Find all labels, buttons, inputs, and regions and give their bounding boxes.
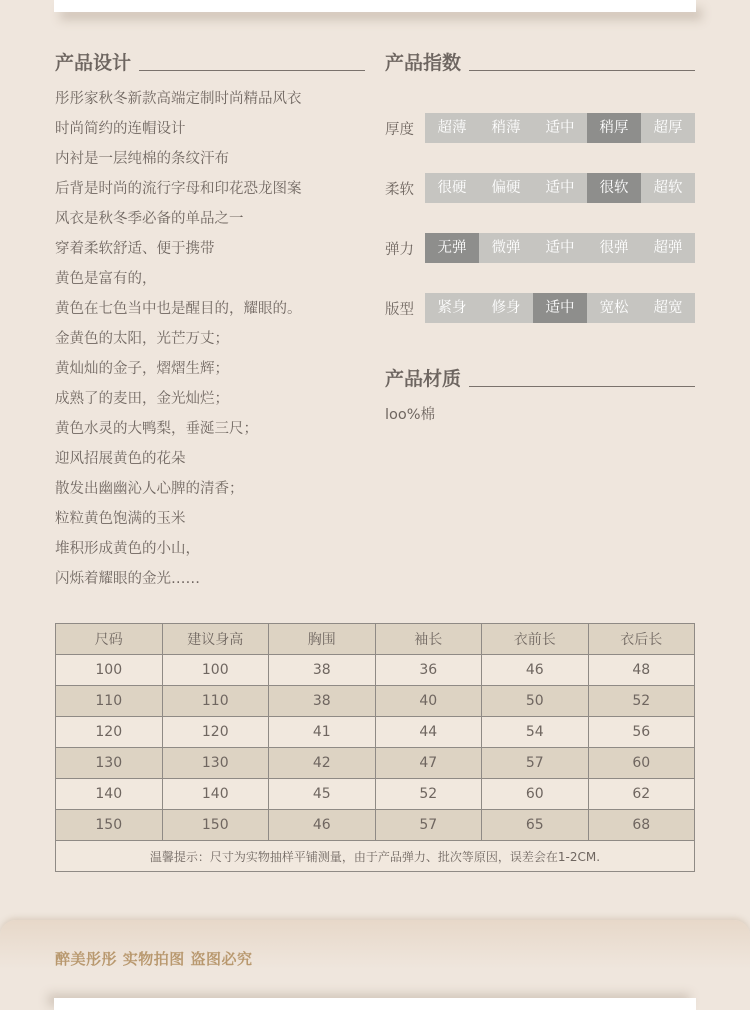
index-row xyxy=(385,113,695,143)
index-option: 修身 xyxy=(479,293,533,323)
table-header-cell: 衣前长 xyxy=(482,624,589,655)
table-cell: 38 xyxy=(269,655,376,686)
table-cell: 50 xyxy=(482,686,589,717)
design-line: 风衣是秋冬季必备的单品之一 xyxy=(55,211,244,227)
index-row-label: 弹力 xyxy=(385,241,414,258)
design-title-rule xyxy=(139,70,365,71)
table-cell: 57 xyxy=(375,810,482,841)
table-cell: 46 xyxy=(269,810,376,841)
index-options xyxy=(425,113,695,143)
table-cell: 100 xyxy=(162,655,269,686)
index-row-label: 厚度 xyxy=(385,121,414,138)
index-options xyxy=(425,233,695,263)
table-cell: 40 xyxy=(375,686,482,717)
index-option: 微弹 xyxy=(479,233,533,263)
table-header-cell: 胸围 xyxy=(269,624,376,655)
index-option: 超厚 xyxy=(641,113,695,143)
design-line: 粒粒黄色饱满的玉米 xyxy=(55,511,186,527)
design-section-title xyxy=(55,48,365,75)
size-note: 温馨提示：尺寸为实物抽样平铺测量，由于产品弹力、批次等原因，误差会在1-2CM. xyxy=(56,841,695,872)
table-cell: 56 xyxy=(588,717,695,748)
index-option-selected: 适中 xyxy=(533,293,587,323)
design-line: 穿着柔软舒适、便于携带 xyxy=(55,241,215,257)
index-option: 适中 xyxy=(533,173,587,203)
table-cell: 52 xyxy=(375,779,482,810)
table-cell: 110 xyxy=(56,686,163,717)
table-cell: 38 xyxy=(269,686,376,717)
design-description xyxy=(55,88,375,598)
index-option: 适中 xyxy=(533,113,587,143)
index-row-label: 柔软 xyxy=(385,181,414,198)
table-cell: 44 xyxy=(375,717,482,748)
index-option-selected: 无弹 xyxy=(425,233,479,263)
table-cell: 60 xyxy=(588,748,695,779)
material-value: loo%棉 xyxy=(385,407,436,423)
table-cell: 48 xyxy=(588,655,695,686)
table-cell: 140 xyxy=(162,779,269,810)
design-line: 堆积形成黄色的小山， xyxy=(55,541,200,557)
index-options xyxy=(425,173,695,203)
material-title-rule xyxy=(469,386,695,387)
index-row xyxy=(385,293,695,323)
material-section-title xyxy=(385,364,695,391)
table-cell: 57 xyxy=(482,748,589,779)
index-option: 偏硬 xyxy=(479,173,533,203)
table-cell: 54 xyxy=(482,717,589,748)
table-row xyxy=(56,779,695,810)
index-title-text: 产品指数 xyxy=(385,52,462,74)
design-line: 成熟了的麦田，金光灿烂； xyxy=(55,391,229,407)
table-cell: 45 xyxy=(269,779,376,810)
index-option: 宽松 xyxy=(587,293,641,323)
index-row xyxy=(385,173,695,203)
table-cell: 41 xyxy=(269,717,376,748)
table-cell: 150 xyxy=(162,810,269,841)
design-line: 后背是时尚的流行字母和印花恐龙图案 xyxy=(55,181,302,197)
footer-tagline: 醉美彤彤 实物拍图 盗图必究 xyxy=(55,950,253,968)
index-option: 紧身 xyxy=(425,293,479,323)
table-row xyxy=(56,810,695,841)
index-rows xyxy=(385,113,695,353)
table-header-cell: 建议身高 xyxy=(162,624,269,655)
table-cell: 130 xyxy=(162,748,269,779)
table-cell: 62 xyxy=(588,779,695,810)
table-header-cell: 袖长 xyxy=(375,624,482,655)
index-row-label: 版型 xyxy=(385,301,414,318)
index-option: 超软 xyxy=(641,173,695,203)
table-cell: 130 xyxy=(56,748,163,779)
design-title-text: 产品设计 xyxy=(55,52,132,74)
design-line: 散发出幽幽沁人心脾的清香； xyxy=(55,481,244,497)
table-row xyxy=(56,655,695,686)
table-row xyxy=(56,717,695,748)
index-option: 适中 xyxy=(533,233,587,263)
index-row xyxy=(385,233,695,263)
table-cell: 46 xyxy=(482,655,589,686)
design-line: 时尚简约的连帽设计 xyxy=(55,121,186,137)
index-option: 超宽 xyxy=(641,293,695,323)
table-note-row xyxy=(56,841,695,872)
design-line: 内衬是一层纯棉的条纹汗布 xyxy=(55,151,229,167)
index-option-selected: 稍厚 xyxy=(587,113,641,143)
table-cell: 140 xyxy=(56,779,163,810)
index-option: 超弹 xyxy=(641,233,695,263)
table-row xyxy=(56,748,695,779)
design-line: 黄色是富有的， xyxy=(55,271,157,287)
table-cell: 52 xyxy=(588,686,695,717)
table-cell: 150 xyxy=(56,810,163,841)
table-cell: 47 xyxy=(375,748,482,779)
top-white-card xyxy=(54,0,696,12)
table-cell: 100 xyxy=(56,655,163,686)
design-line: 黄色水灵的大鸭梨，垂涎三尺； xyxy=(55,421,258,437)
index-option-selected: 很软 xyxy=(587,173,641,203)
table-cell: 60 xyxy=(482,779,589,810)
table-cell: 68 xyxy=(588,810,695,841)
design-line: 黄色在七色当中也是醒目的，耀眼的。 xyxy=(55,301,302,317)
index-option: 稍薄 xyxy=(479,113,533,143)
table-row xyxy=(56,686,695,717)
design-line: 金黄色的太阳，光芒万丈； xyxy=(55,331,229,347)
index-option: 很弹 xyxy=(587,233,641,263)
size-table xyxy=(55,623,695,872)
table-cell: 110 xyxy=(162,686,269,717)
design-line: 黄灿灿的金子，熠熠生辉； xyxy=(55,361,229,377)
index-options xyxy=(425,293,695,323)
table-cell: 42 xyxy=(269,748,376,779)
bottom-white-card xyxy=(54,998,696,1010)
table-cell: 120 xyxy=(162,717,269,748)
design-line: 闪烁着耀眼的金光…… xyxy=(55,571,200,587)
index-section-title xyxy=(385,48,695,75)
table-cell: 65 xyxy=(482,810,589,841)
table-header-row xyxy=(56,624,695,655)
design-line: 彤彤家秋冬新款高端定制时尚精品风衣 xyxy=(55,91,302,107)
index-title-rule xyxy=(469,70,695,71)
table-cell: 120 xyxy=(56,717,163,748)
index-option: 很硬 xyxy=(425,173,479,203)
design-line: 迎风招展黄色的花朵 xyxy=(55,451,186,467)
index-option: 超薄 xyxy=(425,113,479,143)
material-title-text: 产品材质 xyxy=(385,368,462,390)
table-header-cell: 尺码 xyxy=(56,624,163,655)
table-header-cell: 衣后长 xyxy=(588,624,695,655)
table-cell: 36 xyxy=(375,655,482,686)
